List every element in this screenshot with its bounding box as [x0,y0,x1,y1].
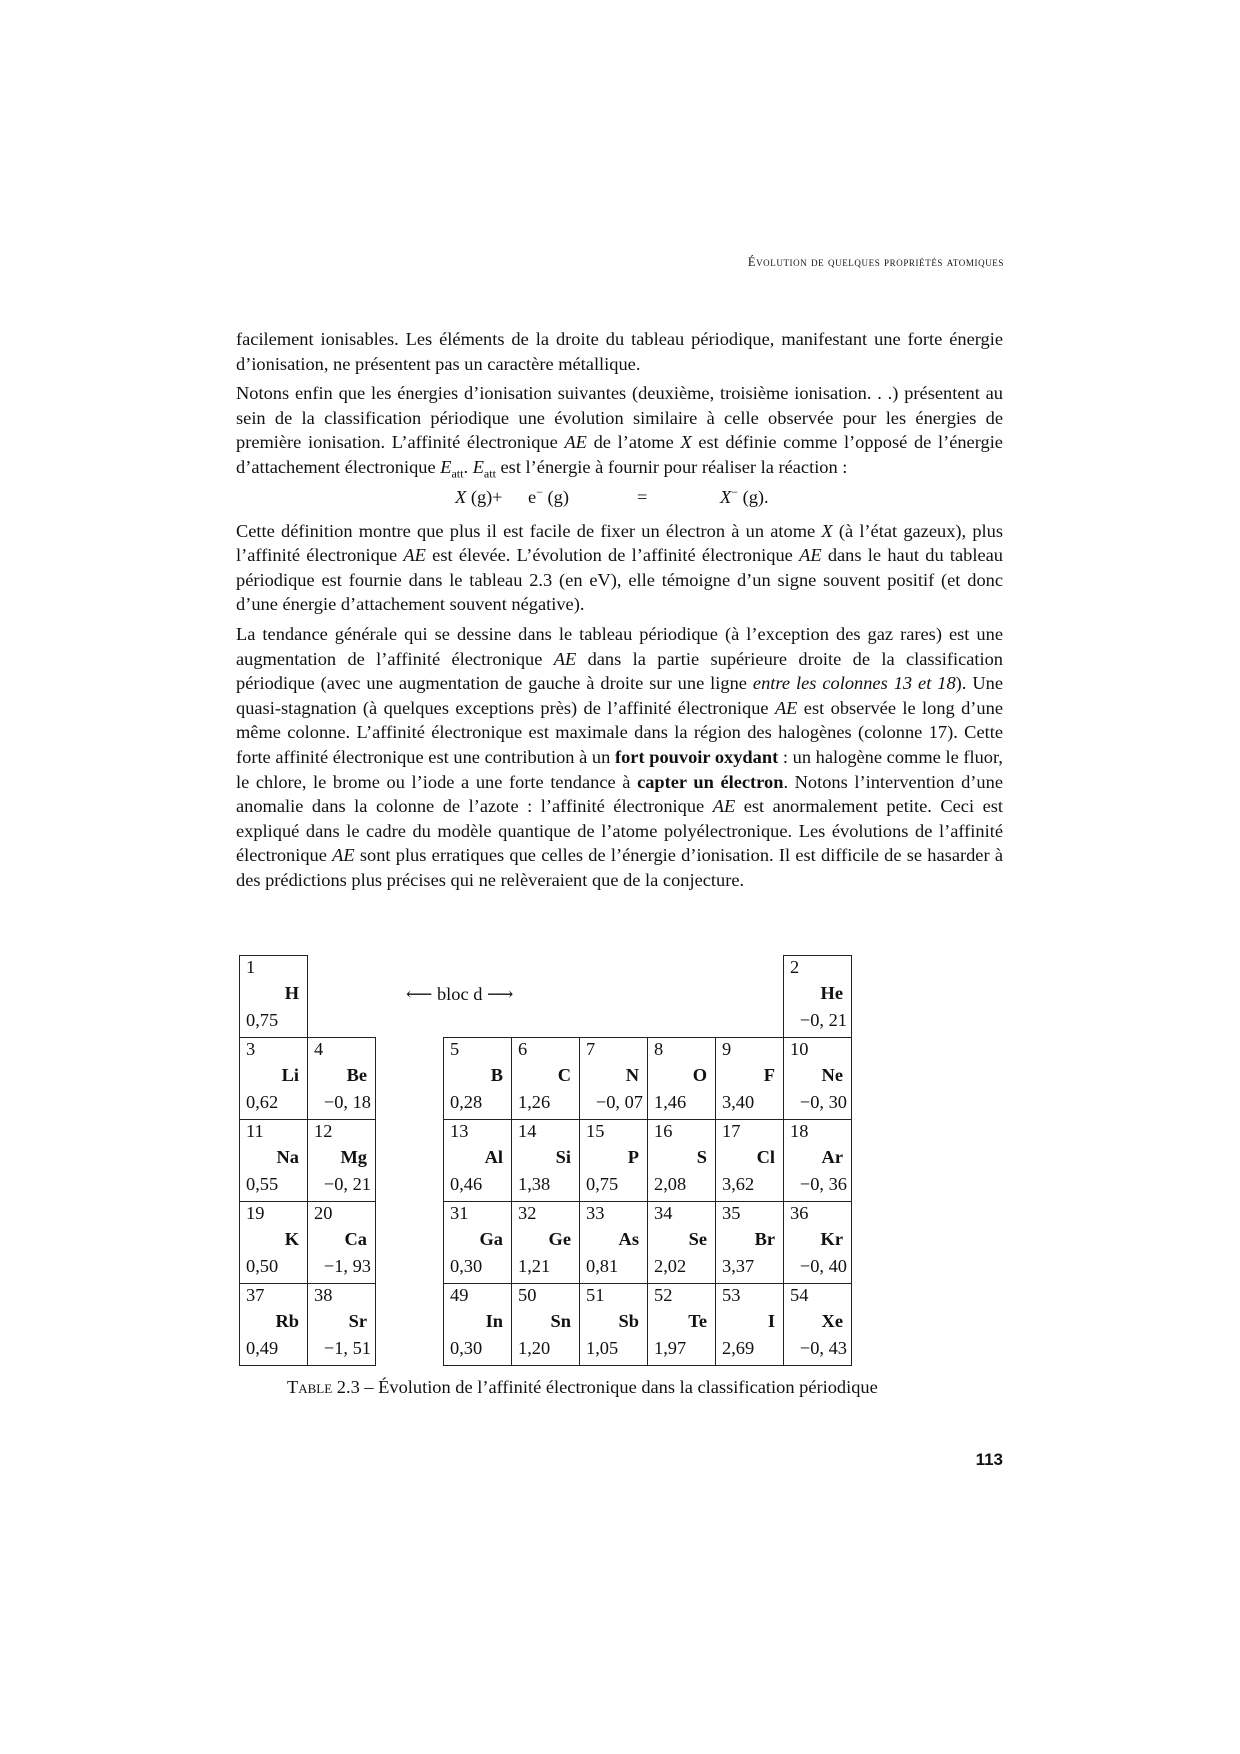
element-cell-content [648,1120,715,1200]
element-symbol: C [557,1065,571,1085]
affinity-value: 0,49 [246,1338,279,1358]
affinity-value: 0,81 [586,1256,619,1276]
affinity-value: 0,75 [586,1174,619,1194]
element-symbol: Al [484,1147,503,1167]
element-symbol: Si [555,1147,571,1167]
element-cell [784,1202,852,1284]
element-cell-content [648,1038,715,1118]
element-symbol: He [820,983,843,1003]
element-symbol: Xe [821,1311,843,1331]
affinity-value: −0, 43 [799,1338,847,1358]
element-cell-content [716,1038,783,1118]
element-cell [512,1284,580,1366]
atomic-number: 1 [246,957,256,977]
atomic-number: 10 [790,1039,809,1059]
element-cell [308,1038,376,1120]
affinity-value: −0, 18 [323,1092,371,1112]
element-symbol: Li [281,1065,299,1085]
atomic-number: 15 [586,1121,605,1141]
element-cell-content [784,956,851,1036]
running-header: Évolution de quelques propriétés atomiques [747,255,1004,269]
element-cell-content [716,1202,783,1282]
empty-cell [648,956,716,1038]
table-row [240,1038,852,1120]
affinity-value: 0,50 [246,1256,279,1276]
element-symbol: H [284,983,299,1003]
affinity-value: 3,62 [722,1174,755,1194]
atomic-number: 7 [586,1039,596,1059]
bloc-d-label: ⟵ bloc d ⟶ [406,984,514,1004]
affinity-value: −0, 36 [799,1174,847,1194]
element-cell [648,1202,716,1284]
atomic-number: 38 [314,1285,333,1305]
element-symbol: Ge [548,1229,571,1249]
element-symbol: Sn [550,1311,571,1331]
affinity-value: −0, 21 [799,1010,847,1030]
element-cell [784,1038,852,1120]
atomic-number: 16 [654,1121,673,1141]
empty-cell [376,1120,444,1202]
atomic-number: 12 [314,1121,333,1141]
body-text [236,327,1003,897]
element-cell-content [444,1038,511,1118]
atomic-number: 6 [518,1039,528,1059]
element-cell [716,1284,784,1366]
element-cell [240,1284,308,1366]
atomic-number: 8 [654,1039,664,1059]
element-cell-content [580,1284,647,1364]
affinity-value: 1,21 [518,1256,551,1276]
element-cell-content [512,1284,579,1364]
paragraph-2: Notons enfin que les énergies d’ionisation suivantes (deuxième, troisième ionisation. . .) présentent au sein de la classification périodique une évolution similaire à celle observée pour les énergies de première ionisation. L’affinité électronique AE de l’atome X est définie comme l’opposé de l’énergie d’attachement électronique $E_{att}$. $E_{att}$ est l’énergie à fournir pour réaliser la réaction : [236,383,1003,481]
element-cell-content [308,1120,375,1200]
element-cell [444,1038,512,1120]
affinity-value: 3,40 [722,1092,755,1112]
element-symbol: In [485,1311,503,1331]
element-cell-content [648,1284,715,1364]
atomic-number: 37 [246,1285,265,1305]
element-cell-content [512,1120,579,1200]
atomic-number: 3 [246,1039,256,1059]
atomic-number: 36 [790,1203,809,1223]
atomic-number: 33 [586,1203,605,1223]
atomic-number: 17 [722,1121,741,1141]
element-cell [580,1284,648,1366]
element-symbol: K [284,1229,299,1249]
affinity-value: 3,37 [722,1256,755,1276]
element-symbol: Ar [821,1147,843,1167]
affinity-value: 1,05 [586,1338,619,1358]
element-cell [716,1202,784,1284]
atomic-number: 51 [586,1285,605,1305]
affinity-value: −1, 51 [323,1338,371,1358]
affinity-value: −0, 21 [323,1174,371,1194]
empty-cell [716,956,784,1038]
element-symbol: Cl [756,1147,775,1167]
element-symbol: I [767,1311,775,1331]
element-cell-content [240,1038,307,1118]
affinity-value: 2,02 [654,1256,687,1276]
affinity-value: 1,26 [518,1092,551,1112]
element-cell-content [308,1202,375,1282]
atomic-number: 49 [450,1285,469,1305]
affinity-value: 2,08 [654,1174,687,1194]
element-cell [580,1038,648,1120]
element-cell [240,1202,308,1284]
atomic-number: 14 [518,1121,537,1141]
affinity-value: −0, 07 [595,1092,643,1112]
atomic-number: 53 [722,1285,741,1305]
reaction-equation: X (g) + e− (g) = X− (g). [455,484,769,507]
atomic-number: 54 [790,1285,809,1305]
atomic-number: 32 [518,1203,537,1223]
element-symbol: Ga [479,1229,503,1249]
element-symbol: Rb [275,1311,299,1331]
element-cell [784,1120,852,1202]
element-cell [444,1120,512,1202]
affinity-value: 0,28 [450,1092,483,1112]
element-symbol: F [763,1065,775,1085]
affinity-value: 0,55 [246,1174,279,1194]
element-symbol: Se [688,1229,707,1249]
element-symbol: O [692,1065,707,1085]
element-cell [308,1202,376,1284]
element-cell [444,1284,512,1366]
affinity-value: 0,62 [246,1092,279,1112]
element-cell [240,1120,308,1202]
element-cell-content [308,1284,375,1364]
affinity-value: −0, 30 [799,1092,847,1112]
empty-cell [512,956,580,1038]
atomic-number: 20 [314,1203,333,1223]
element-cell-content [784,1038,851,1118]
element-symbol: Br [754,1229,775,1249]
empty-cell [376,1202,444,1284]
element-cell-content [240,1120,307,1200]
atomic-number: 19 [246,1203,265,1223]
element-cell-content [240,956,307,1036]
element-cell-content [444,1284,511,1364]
affinity-value: 1,20 [518,1338,551,1358]
element-symbol: N [625,1065,639,1085]
element-cell [240,1038,308,1120]
element-cell [308,1284,376,1366]
element-cell [784,1284,852,1366]
atomic-number: 18 [790,1121,809,1141]
affinity-value: 0,30 [450,1338,483,1358]
element-cell-content [580,1202,647,1282]
element-symbol: Ca [344,1229,367,1249]
atomic-number: 2 [790,957,800,977]
atomic-number: 4 [314,1039,324,1059]
empty-cell [308,956,376,1038]
element-cell [512,1038,580,1120]
affinity-value: 0,46 [450,1174,483,1194]
element-symbol: Ne [821,1065,843,1085]
element-cell [716,1038,784,1120]
atomic-number: 11 [246,1121,264,1141]
element-symbol: As [618,1229,639,1249]
element-cell-content [512,1038,579,1118]
element-cell-content [784,1202,851,1282]
element-symbol: B [490,1065,503,1085]
affinity-value: 0,75 [246,1010,279,1030]
element-cell-content [444,1120,511,1200]
table-row [240,1202,852,1284]
paragraph-4: La tendance générale qui se dessine dans le tableau périodique (à l’exception des gaz rares) est une augmentation de l’affinité électronique AE dans la partie supérieure droite de la classification périodique (avec une augmentation de gauche à droite sur une ligne entre les colonnes 13 et 18). Une quasi-stagnation (à quelques exceptions près) de l’affinité électronique AE est observée le long d’une même colonne. L’affinité électronique est maximale dans la région des halogènes (colonne 17). Cette forte affinité électronique est une contribution à un fort pouvoir oxydant : un halogène comme le fluor, le chlore, le brome ou l’iode a une forte tendance à capter un électron. Notons l’intervention d’une anomalie dans la colonne de l’azote : l’affinité électronique AE est anormalement petite. Ceci est expliqué dans le cadre du modèle quantique de l’atome polyélectronique. Les évolutions de l’affinité électronique AE sont plus erratiques que celles de l’énergie d’ionisation. Il est difficile de se hasarder à des prédictions plus précises qui ne relèveraient que de la conjecture. [236,623,1004,890]
element-cell-content [648,1202,715,1282]
element-cell [648,1284,716,1366]
atomic-number: 52 [654,1285,673,1305]
table-row [240,1120,852,1202]
affinity-value: 1,97 [654,1338,687,1358]
atomic-number: 35 [722,1203,741,1223]
atomic-number: 31 [450,1203,469,1223]
atomic-number: 13 [450,1121,469,1141]
paragraph-1: facilement ionisables. Les éléments de la droite du tableau périodique, manifestant une forte énergie d’ionisation, ne présentent pas un caractère métallique. [236,329,1003,374]
table-caption: Table 2.3 – Évolution de l’affinité électronique dans la classification périodique [287,1377,878,1397]
element-cell [444,1202,512,1284]
element-symbol: S [696,1147,707,1167]
element-cell-content [716,1120,783,1200]
affinity-value: 1,38 [518,1174,551,1194]
element-symbol: Na [276,1147,299,1167]
atomic-number: 9 [722,1039,732,1059]
element-cell-content [240,1202,307,1282]
element-cell [580,1120,648,1202]
element-cell-content [240,1284,307,1364]
element-cell [784,956,852,1038]
element-symbol: Kr [820,1229,843,1249]
element-cell [240,956,308,1038]
element-symbol: Te [688,1311,707,1331]
element-symbol: Sb [618,1311,639,1331]
affinity-value: 2,69 [722,1338,755,1358]
electron-affinity-table [239,955,852,1366]
atomic-number: 50 [518,1285,537,1305]
atomic-number: 5 [450,1039,460,1059]
element-cell-content [308,1038,375,1118]
element-symbol: Sr [348,1311,367,1331]
element-symbol: P [627,1147,639,1167]
empty-cell [376,1038,444,1120]
atomic-number: 34 [654,1203,673,1223]
element-cell [580,1202,648,1284]
empty-cell [376,1284,444,1366]
page-number: 113 [975,1450,1003,1469]
element-cell [512,1202,580,1284]
element-cell [716,1120,784,1202]
element-cell-content [512,1202,579,1282]
element-cell [648,1038,716,1120]
table-row [240,1284,852,1366]
affinity-value: −1, 93 [323,1256,371,1276]
affinity-value: 0,30 [450,1256,483,1276]
element-cell [308,1120,376,1202]
element-symbol: Mg [340,1147,367,1167]
element-cell-content [580,1120,647,1200]
element-symbol: Be [346,1065,367,1085]
affinity-value: 1,46 [654,1092,687,1112]
element-cell-content [716,1284,783,1364]
element-cell-content [580,1038,647,1118]
element-cell-content [784,1284,851,1364]
table-row [240,956,852,1038]
paragraph-3: Cette définition montre que plus il est facile de fixer un électron à un atome X (à l’état gazeux), plus l’affinité électronique AE est élevée. L’évolution de l’affinité électronique AE dans le haut du tableau périodique est fournie dans le tableau 2.3 (en eV), elle témoigne d’un signe souvent positif (et donc d’une énergie d’attachement souvent négative). [236,520,1004,615]
element-cell-content [784,1120,851,1200]
affinity-value: −0, 40 [799,1256,847,1276]
element-cell [648,1120,716,1202]
empty-cell [580,956,648,1038]
element-cell-content [444,1202,511,1282]
element-cell [512,1120,580,1202]
